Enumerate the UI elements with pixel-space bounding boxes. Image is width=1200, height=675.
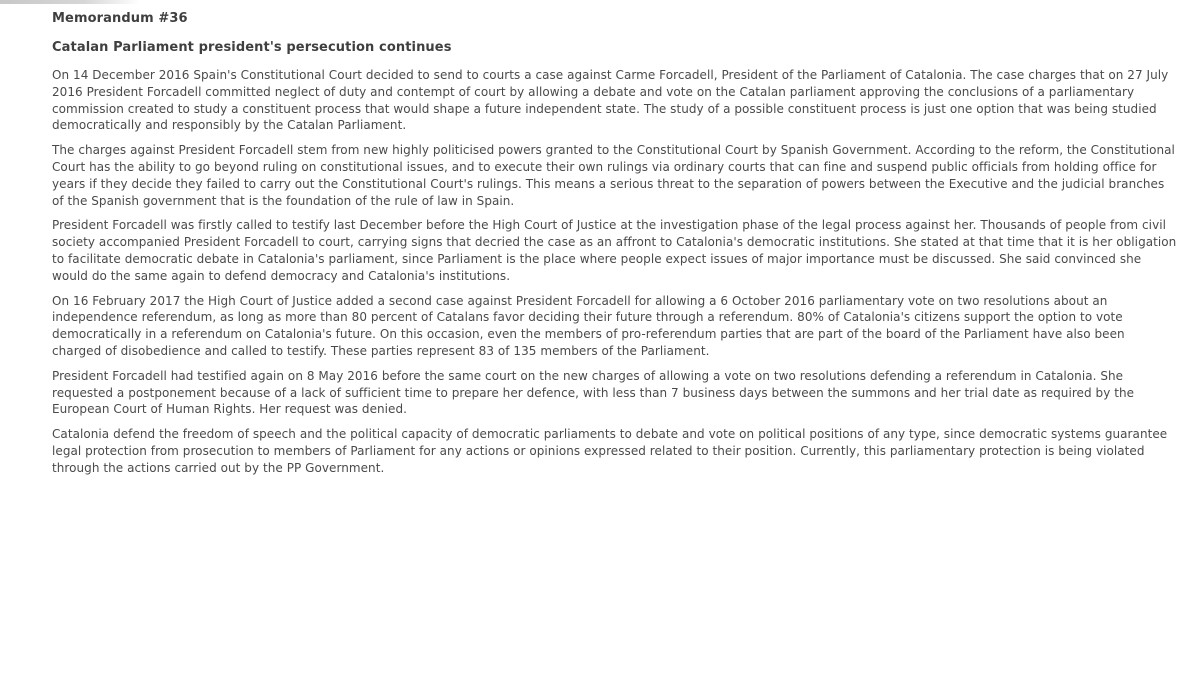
memo-body [52, 67, 1177, 477]
paragraph-2: The charges against President Forcadell stem from new highly politicised powers granted to the Constitutional Court by Spanish Government. According to the reform, the Constitutional Court has the ability to go beyond ruling on constitutional issues, and to execute their own rulings via ordinary courts that can fine and suspend public officials from holding office for years if they decide they failed to carry out the Constitutional Court's rulings. This means a serious threat to the separation of powers between the Executive and the judicial branches of the Spanish government that is the foundation of the rule of law in Spain. [52, 143, 1175, 208]
paragraph-4: On 16 February 2017 the High Court of Justice added a second case against President Forcadell for allowing a 6 October 2016 parliamentary vote on two resolutions about an independence referendum, as long as more than 80 percent of Catalans favor deciding their future through a referendum. 80% of Catalonia's citizens support the option to vote democratically in a referendum on Catalonia's future. On this occasion, even the members of pro-referendum parties that are part of the board of the Parliament have also been charged of disobedience and called to testify. These parties represent 83 of 135 members of the Parliament. [52, 293, 1125, 358]
memo-title: Catalan Parliament president's persecution continues [52, 40, 452, 55]
top-edge-fragment [0, 0, 140, 4]
memorandum [52, 10, 1177, 485]
paragraph-3: President Forcadell was firstly called to testify last December before the High Court of Justice at the investigation phase of the legal process against her. Thousands of people from civil society accompanied President Forcadell to court, carrying signs that decried the case as an affront to Catalonia's democratic institutions. She stated at that time that it is her obligation to facilitate democratic debate in Catalonia's parliament, since Parliament is the place where people expect issues of major importance must be discussed. She said convinced she would do the same again to defend democracy and Catalonia's institutions. [52, 218, 1177, 283]
memo-number: Memorandum #36 [52, 11, 188, 26]
paragraph-5: President Forcadell had testified again on 8 May 2016 before the same court on the new charges of allowing a vote on two resolutions defending a referendum in Catalonia. She requested a postponement because of a lack of sufficient time to prepare her defence, with less than 7 business days between the summons and her trial date as required by the European Court of Human Rights. Her request was denied. [52, 368, 1135, 417]
paragraph-1: On 14 December 2016 Spain's Constitutional Court decided to send to courts a case against Carme Forcadell, President of the Parliament of Catalonia. The case charges that on 27 July 2016 President Forcadell committed neglect of duty and contempt of court by allowing a debate and vote on the Catalan parliament approving the conclusions of a parliamentary commission created to study a constituent process that would shape a future independent state. The study of a possible constituent process is just one option that was being studied democratically and responsibly by the Catalan Parliament. [52, 68, 1169, 133]
paragraph-6: Catalonia defend the freedom of speech and the political capacity of democratic parliaments to debate and vote on political positions of any type, since democratic systems guarantee legal protection from prosecution to members of Parliament for any actions or opinions expressed related to their position. Currently, this parliamentary protection is being violated through the actions carried out by the PP Government. [52, 427, 1168, 475]
